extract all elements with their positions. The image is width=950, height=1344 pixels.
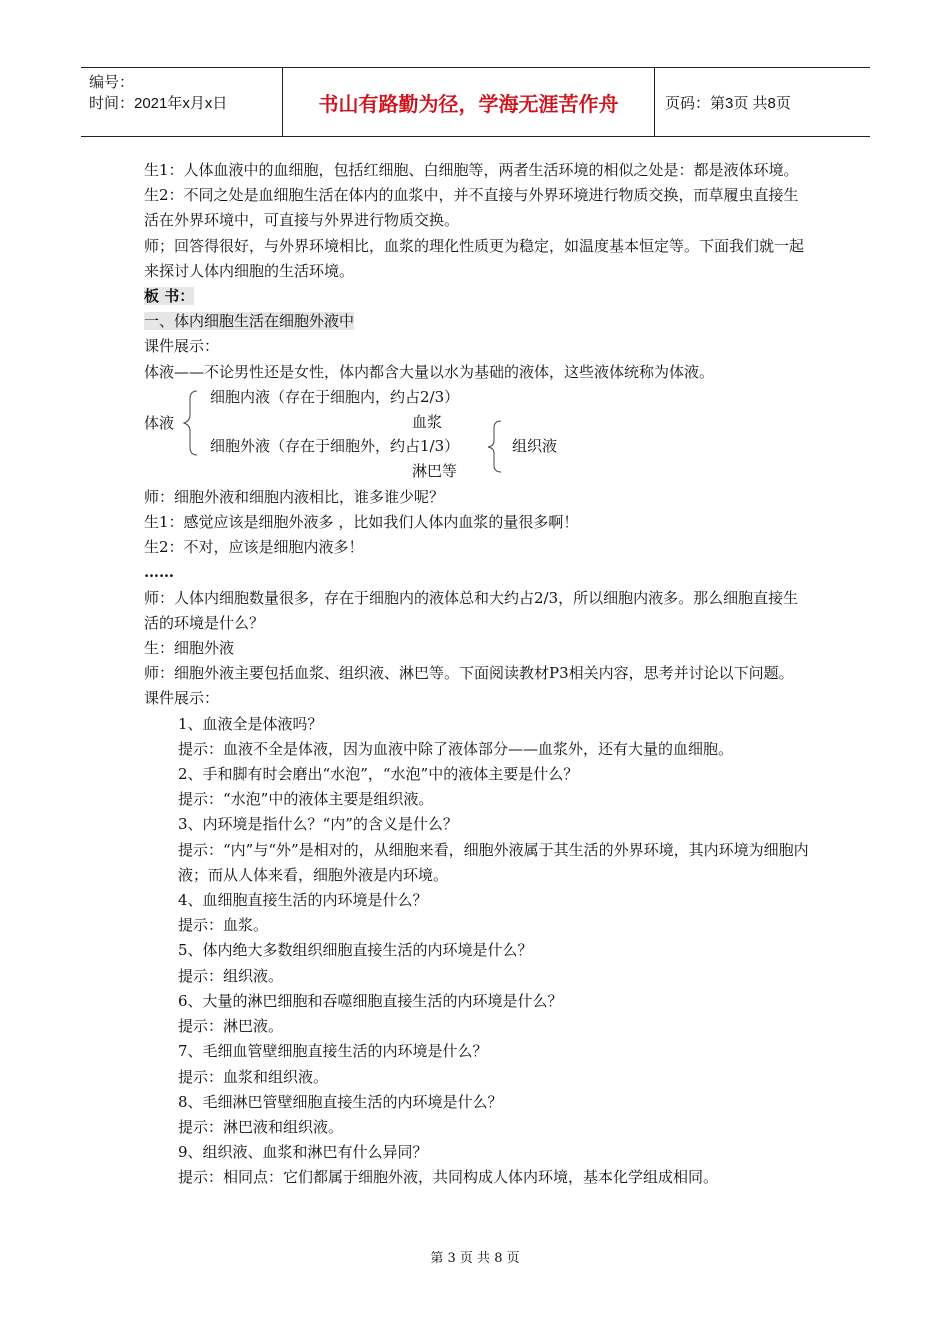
answer-hint: 提示：淋巴液和组织液。 (178, 1117, 344, 1136)
diagram-lymph-label: 淋巴等 (412, 461, 458, 480)
paragraph: 师：细胞外液主要包括血浆、组织液、淋巴等。下面阅读教材P3相关内容，思考并讨论以下问题。 (144, 664, 794, 683)
paragraph: 师：人体内细胞数量很多，存在于细胞内的液体总和大约占2/3，所以细胞内液多。那么细胞直接生活的环境是什么？ (144, 588, 799, 632)
diagram-root-label: 体液 (144, 413, 175, 432)
document-date: 时间：2021年x月x日 (89, 95, 228, 112)
paragraph: 生：细胞外液 (144, 639, 235, 658)
paragraph: 生2：不对，应该是细胞内液多！ (144, 538, 364, 557)
page-header (81, 67, 870, 137)
question: 5、体内绝大多数组织细胞直接生活的内环境是什么？ (178, 941, 533, 960)
page-footer: 第 3 页 共 8 页 (430, 1251, 520, 1266)
section-heading-line (144, 309, 810, 334)
answer-hint: 提示：淋巴液。 (178, 1017, 284, 1036)
answer-hint: 提示：“水泡”中的液体主要是组织液。 (178, 790, 434, 809)
answer-hint: 提示：组织液。 (178, 966, 284, 985)
question: 9、组织液、血浆和淋巴有什么异同？ (178, 1143, 428, 1162)
paragraph: 生2：不同之处是血细胞生活在体内的血浆中，并不直接与外界环境进行物质交换，而草履虫直接生活在外界环境中，可直接与外界进行物质交换。 (144, 186, 799, 230)
ellipsis: …… (144, 563, 174, 582)
question-list (144, 712, 810, 1191)
answer-hint: 提示：“内”与“外”是相对的，从细胞来看，细胞外液属于其生活的外界环境，其内环境为细胞内液；而从人体来看，细胞外液是内环境。 (178, 840, 809, 884)
question: 7、毛细血管壁细胞直接生活的内环境是什么？ (178, 1042, 488, 1061)
document-body (144, 158, 810, 1191)
courseware-label: 课件展示： (144, 337, 220, 356)
paragraph: 生1：人体血液中的血细胞，包括红细胞、白细胞等，两者生活环境的相似之处是：都是液体环境。 (144, 161, 799, 179)
answer-hint: 提示：血浆。 (178, 916, 269, 935)
paragraph: 生1：感觉应该是细胞外液多 ，比如我们人体内血浆的量很多啊！ (144, 513, 579, 532)
question: 2、手和脚有时会磨出“水泡”，“水泡”中的液体主要是什么？ (178, 765, 579, 784)
document-number: 编号： (89, 74, 135, 91)
question: 3、内环境是指什么？“内”的含义是什么？ (178, 815, 458, 834)
diagram-plasma-label: 血浆 (412, 412, 443, 431)
answer-hint: 提示：血液不全是体液，因为血液中除了液体部分——血浆外，还有大量的血细胞。 (178, 739, 734, 758)
paragraph: 体液——不论男性还是女性，体内都含大量以水为基础的液体，这些液体统称为体液。 (144, 362, 715, 381)
diagram-intracellular-label: 细胞内液（存在于细胞内，约占2/3） (210, 387, 460, 406)
paragraph: 师；回答得很好，与外界环境相比，血浆的理化性质更为稳定，如温度基本恒定等。下面我们就一起来探讨人体内细胞的生活环境。 (144, 236, 805, 280)
header-motto: 书山有路勤为径，学海无涯苦作舟 (283, 68, 655, 136)
paragraph: 师：细胞外液和细胞内液相比，谁多谁少呢？ (144, 487, 445, 506)
question: 8、毛细淋巴管壁细胞直接生活的内环境是什么？ (178, 1092, 503, 1111)
body-fluid-diagram (144, 385, 810, 485)
diagram-extracellular-label: 细胞外液（存在于细胞外，约占1/3） (210, 436, 460, 455)
courseware-label: 课件展示： (144, 689, 220, 708)
question: 6、大量的淋巴细胞和吞噬细胞直接生活的内环境是什么？ (178, 991, 563, 1010)
header-page-number: 页码：第3页 共8页 (665, 94, 791, 112)
section-heading: 一、体内细胞生活在细胞外液中 (144, 312, 355, 331)
header-meta (81, 68, 283, 136)
board-label (144, 284, 810, 309)
board-heading: 板 书： (144, 287, 195, 306)
answer-hint: 提示：血浆和组织液。 (178, 1067, 329, 1086)
diagram-tissue-fluid-label: 组织液 (512, 436, 558, 455)
question: 1、血液全是体液吗？ (178, 714, 323, 733)
answer-hint: 提示：相同点：它们都属于细胞外液，共同构成人体内环境，基本化学组成相同。 (178, 1168, 719, 1187)
question: 4、血细胞直接生活的内环境是什么？ (178, 891, 428, 910)
